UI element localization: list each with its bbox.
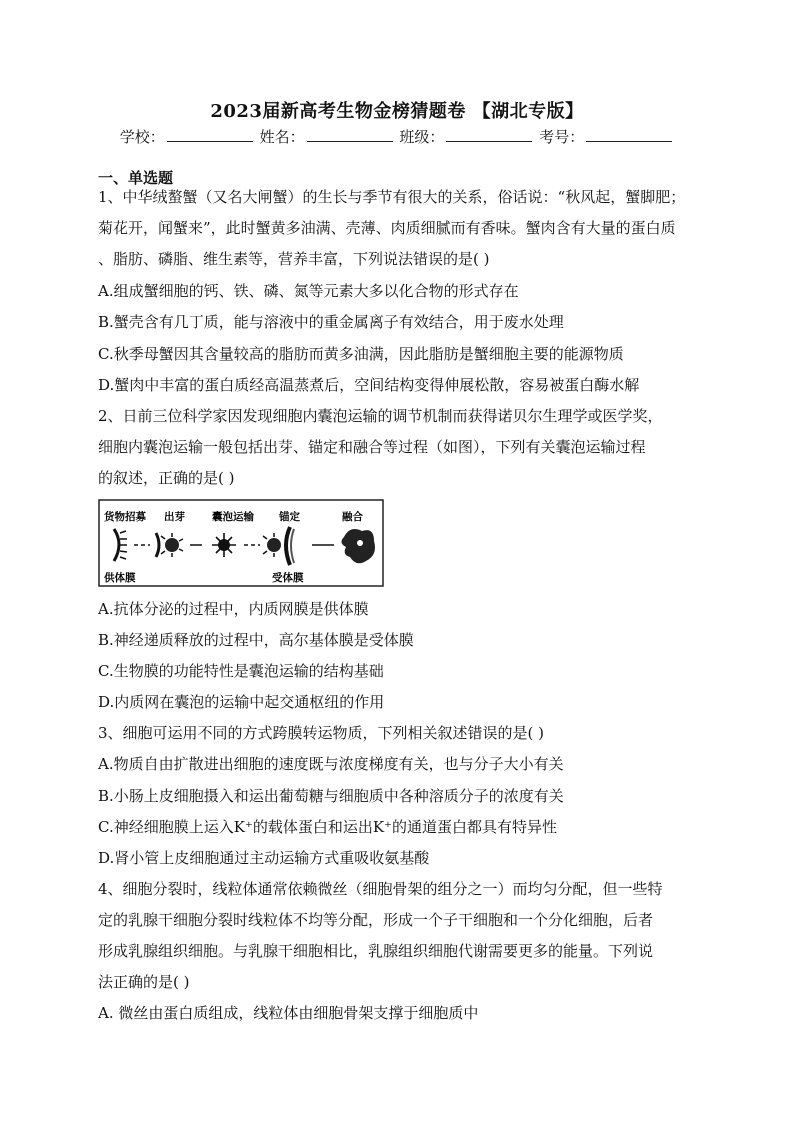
q2-option-d[interactable]: D.内质网在囊泡的运输中起交通枢纽的作用 [98, 693, 385, 711]
name-blank[interactable] [307, 127, 393, 142]
q1-stem-line-2: 菊花开，闻蟹来”，此时蟹黄多油满、壳薄、肉质细腻而有香味。蟹肉含有大量的蛋白质 [98, 219, 676, 237]
q4-stem-line-2: 定的乳腺干细胞分裂时线粒体不均等分配，形成一个子干细胞和一个分化细胞，后者 [98, 911, 654, 929]
figure-label-acceptor-membrane: 受体膜 [272, 572, 304, 584]
q3-option-a[interactable]: A.物质自由扩散进出细胞的速度既与浓度梯度有关，也与分子大小有关 [98, 755, 564, 773]
q4-option-a[interactable]: A. 微丝由蛋白质组成，线粒体由细胞骨架支撑于细胞质中 [98, 1004, 479, 1022]
q3-option-d[interactable]: D.肾小管上皮细胞通过主动运输方式重吸收氨基酸 [98, 849, 430, 867]
q2-option-c[interactable]: C.生物膜的功能特性是囊泡运输的结构基础 [98, 662, 384, 680]
q2-option-a[interactable]: A.抗体分泌的过程中，内质网膜是供体膜 [98, 600, 369, 618]
q2-stem-line-1: 2、日前三位科学家因发现细胞内囊泡运输的调节机制而获得诺贝尔生理学或医学奖， [98, 407, 663, 425]
q2-option-b[interactable]: B.神经递质释放的过程中，高尔基体膜是受体膜 [98, 631, 414, 649]
q2-stem-line-2: 细胞内囊泡运输一般包括出芽、锚定和融合等过程（如图），下列有关囊泡运输过程 [98, 438, 646, 456]
class-label: 班级： [399, 128, 445, 146]
q1-stem-line-3: 、脂肪、磷脂、维生素等，营养丰富，下列说法错误的是( ) [98, 250, 490, 268]
figure-label-vesicle-transport: 囊泡运输 [212, 511, 254, 523]
figure-label-cargo-recruitment: 货物招募 [104, 511, 146, 523]
figure-label-fusion: 融合 [342, 511, 363, 523]
q1-option-a[interactable]: A.组成蟹细胞的钙、铁、磷、氮等元素大多以化合物的形式存在 [98, 282, 519, 300]
figure-label-donor-membrane: 供体膜 [104, 572, 136, 584]
figure-label-budding: 出芽 [164, 511, 185, 523]
q1-option-b[interactable]: B.蟹壳含有几丁质，能与溶液中的重金属离子有效结合，用于废水处理 [98, 313, 564, 331]
q1-option-c[interactable]: C.秋季母蟹因其含量较高的脂肪而黄多油满，因此脂肪是蟹细胞主要的能源物质 [98, 345, 624, 363]
q4-stem-line-3: 形成乳腺组织细胞。与乳腺干细胞相比，乳腺组织细胞代谢需要更多的能量。下列说 [98, 942, 654, 960]
q1-stem-line-1: 1、中华绒螯蟹（又名大闸蟹）的生长与季节有很大的关系，俗话说：“秋风起，蟹脚肥； [98, 188, 686, 206]
school-blank[interactable] [167, 127, 253, 142]
name-label: 姓名： [259, 128, 305, 146]
q1-option-d[interactable]: D.蟹肉中丰富的蛋白质经高温蒸煮后，空间结构变得伸展松散，容易被蛋白酶水解 [98, 376, 640, 394]
q4-stem-line-1: 4、细胞分裂时，线粒体通常依赖微丝（细胞骨架的组分之一）而均匀分配，但一些特 [98, 880, 663, 898]
vesicle-transport-figure [98, 499, 384, 587]
exam-number-blank[interactable] [586, 127, 672, 142]
q2-stem-line-3: 的叙述，正确的是( ) [98, 469, 235, 487]
section-heading: 一、单选题 [98, 169, 174, 187]
exam-number-label: 考号： [539, 128, 585, 146]
student-info-line [0, 126, 794, 147]
school-label: 学校： [119, 128, 165, 146]
class-blank[interactable] [446, 127, 532, 142]
q3-option-c[interactable]: C.神经细胞膜上运入K⁺的载体蛋白和运出K⁺的通道蛋白都具有特异性 [98, 818, 557, 836]
page-title: 2023届新高考生物金榜猜题卷 【湖北专版】 [210, 101, 584, 122]
figure-label-tethering: 锚定 [279, 511, 300, 523]
q4-stem-line-4: 法正确的是( ) [98, 973, 190, 991]
q3-stem-line-1: 3、细胞可运用不同的方式跨膜转运物质，下列相关叙述错误的是( ) [98, 724, 545, 742]
q3-option-b[interactable]: B.小肠上皮细胞摄入和运出葡萄糖与细胞质中各种溶质分子的浓度有关 [98, 787, 564, 805]
